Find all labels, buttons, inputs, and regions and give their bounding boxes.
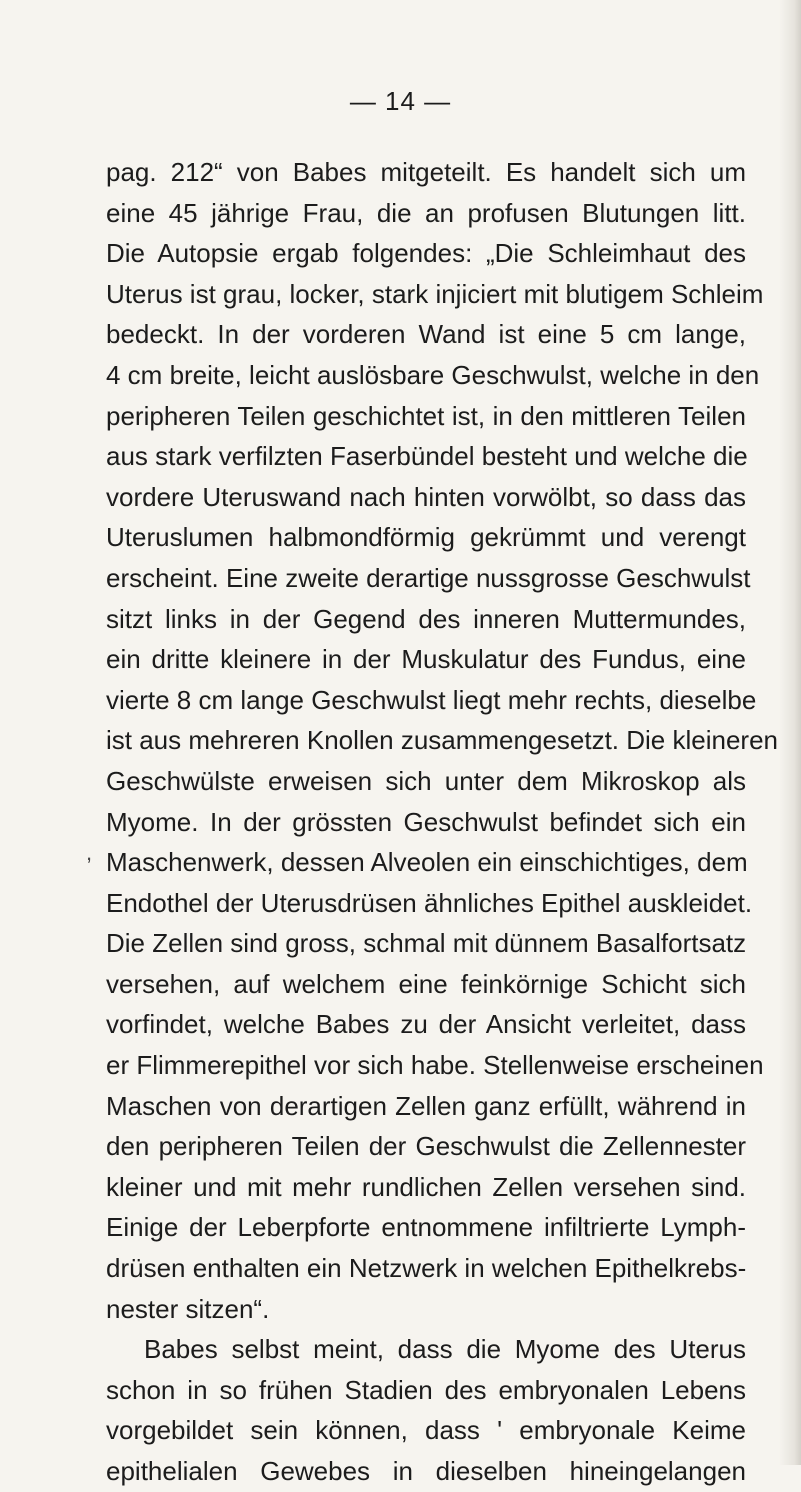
text-line: Babes selbst meint, dass die Myome des Uterus [144, 1334, 746, 1365]
text-line: den peripheren Teilen der Geschwulst die Zellennester [106, 1131, 746, 1162]
text-line: Die Zellen sind gross, schmal mit dünnem Basalfortsatz [106, 928, 747, 959]
text-line: er Flimmerepithel vor sich habe. Stellenweise erscheinen [106, 1050, 764, 1081]
text-line: Einige der Leberpforte entnommene infiltrierte Lymph- [106, 1212, 746, 1243]
text-line: Die Autopsie ergab folgendes: „Die Schleimhaut des [106, 238, 746, 269]
text-line: Endothel der Uterusdrüsen ähnliches Epithel auskleidet. [106, 887, 753, 918]
text-line: Geschwülste erweisen sich unter dem Mikroskop als [106, 765, 746, 796]
page-edge-shadow [779, 0, 801, 1465]
margin-mark: , [86, 840, 93, 865]
text-line: kleiner und mit mehr rundlichen Zellen versehen sind. [106, 1171, 746, 1202]
text-line: versehen, auf welchem eine feinkörnige Schicht sich [106, 968, 746, 999]
text-line: Maschenwerk, dessen Alveolen ein einschichtiges, dem [106, 847, 748, 878]
text-line: aus stark verfilzten Faserbündel besteht und welche die [106, 441, 748, 472]
text-line: nester sitzen“. [106, 1293, 270, 1324]
text-line: vorgebildet sein können, dass ' embryonale Keime [106, 1415, 746, 1446]
text-line: Uteruslumen halbmondförmig gekrümmt und verengt [106, 522, 746, 553]
text-line: vorfindet, welche Babes zu der Ansicht verleitet, dass [106, 1009, 746, 1040]
text-line: epithelialen Gewebes in dieselben hineingelangen [106, 1456, 746, 1486]
page-number-header: — 14 — [349, 86, 452, 116]
text-line: vierte 8 cm lange Geschwulst liegt mehr rechts, dieselbe [106, 684, 757, 715]
text-line: 4 cm breite, leicht auslösbare Geschwulst, welche in den [106, 359, 760, 390]
text-line: peripheren Teilen geschichtet ist, in den mittleren Teilen [106, 400, 746, 431]
text-line: eine 45 jährige Frau, die an profusen Blutungen litt. [106, 197, 746, 228]
text-line: Maschen von derartigen Zellen ganz erfüllt, während in [106, 1090, 746, 1121]
text-line: Uterus ist grau, locker, stark injiciert mit blutigem Schleim [106, 278, 764, 309]
text-line: drüsen enthalten ein Netzwerk in welchen Epithelkrebs- [106, 1253, 747, 1284]
body-text [106, 152, 779, 1492]
text-line: schon in so frühen Stadien des embryonalen Lebens [106, 1374, 746, 1405]
text-line: ist aus mehreren Knollen zusammengesetzt. Die kleineren [106, 725, 779, 756]
text-line: bedeckt. In der vorderen Wand ist eine 5 cm lange, [106, 319, 746, 350]
text-line: pag. 212“ von Babes mitgeteilt. Es handelt sich um [106, 157, 746, 187]
text-line: sitzt links in der Gegend des inneren Muttermundes, [106, 603, 746, 634]
text-line: erscheint. Eine zweite derartige nussgrosse Geschwulst [106, 562, 751, 593]
text-line: vordere Uteruswand nach hinten vorwölbt, so dass das [106, 481, 746, 512]
text-line: ein dritte kleinere in der Muskulatur des Fundus, eine [106, 644, 746, 675]
text-line: Myome. In der grössten Geschwulst befindet sich ein [106, 806, 746, 837]
